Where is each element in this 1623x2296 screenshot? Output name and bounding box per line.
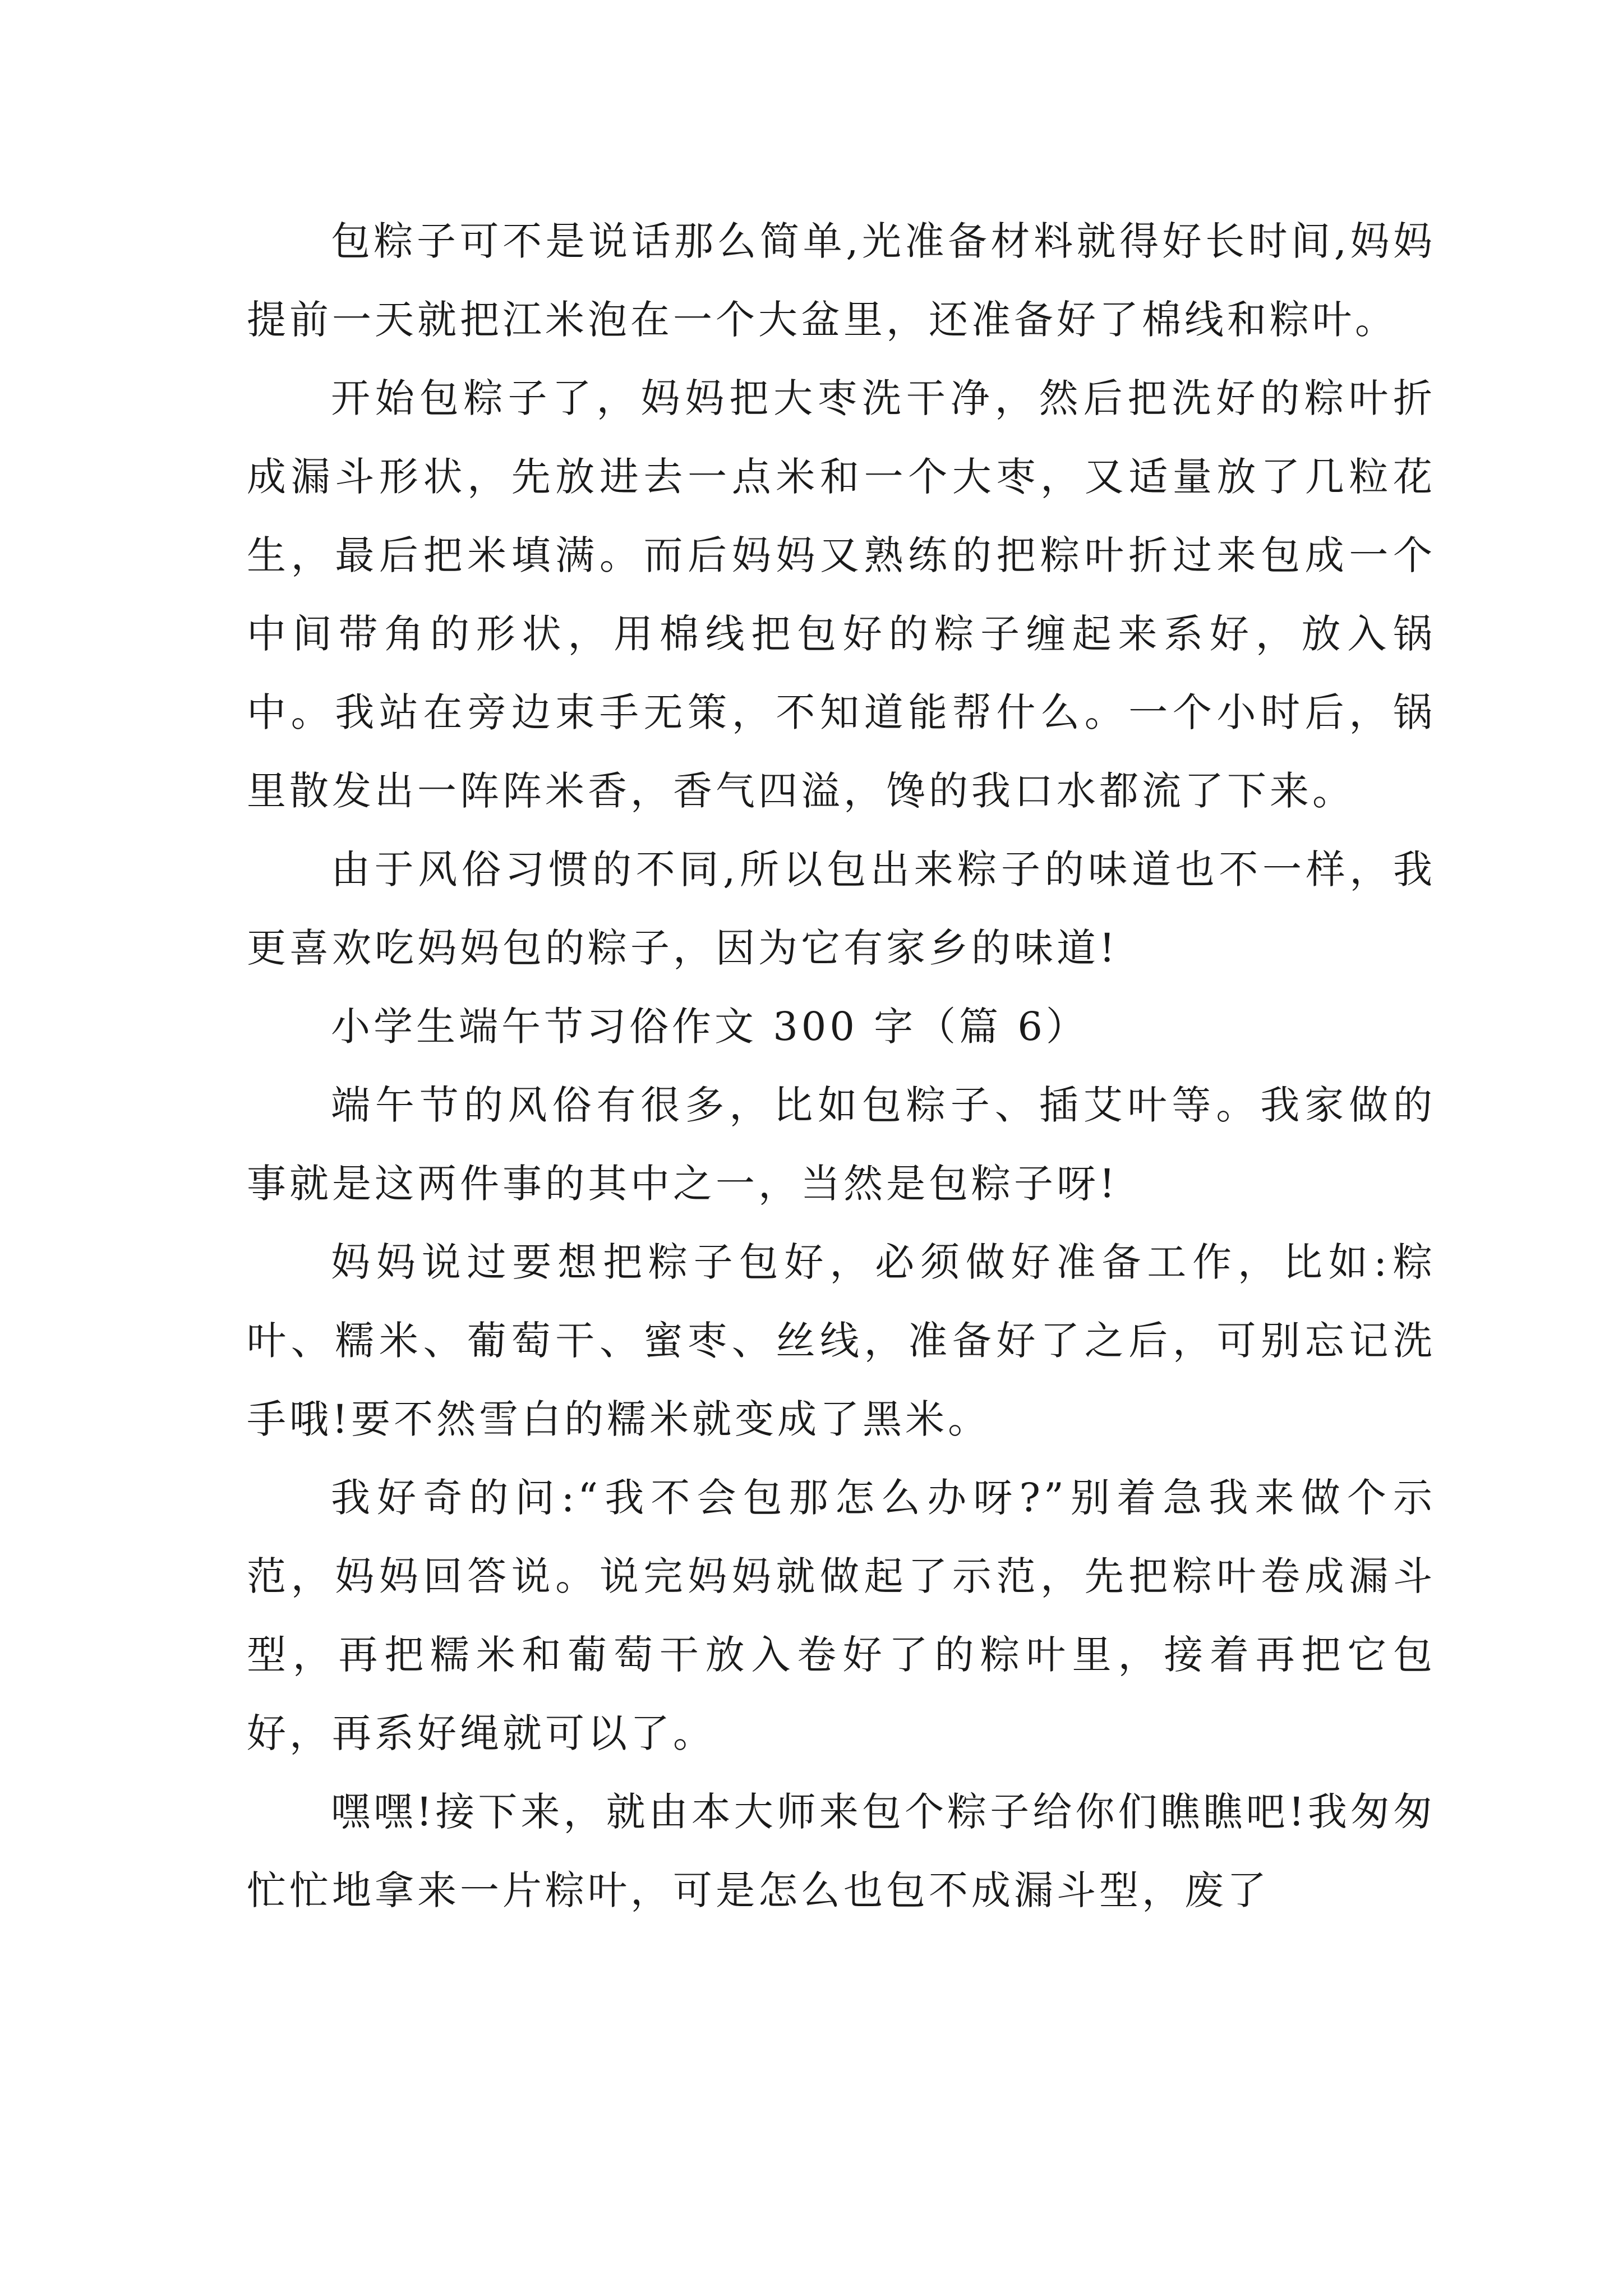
- paragraph-6: 我好奇的问:“我不会包那怎么办呀?”别着急我来做个示范，妈妈回答说。说完妈妈就做起了示范，先把粽叶卷成漏斗型，再把糯米和葡萄干放入卷好了的粽叶里，接着再把它包好，再系好绳就可以了。: [247, 1475, 1436, 1756]
- document-body: [247, 202, 1436, 1930]
- paragraph-3: 由于风俗习惯的不同,所以包出来粽子的味道也不一样，我更喜欢吃妈妈包的粽子，因为它有家乡的味道!: [247, 846, 1436, 971]
- paragraph-5: 妈妈说过要想把粽子包好，必须做好准备工作，比如:粽叶、糯米、葡萄干、蜜枣、丝线，准备好了之后，可别忘记洗手哦!要不然雪白的糯米就变成了黑米。: [247, 1239, 1436, 1442]
- section-heading: 小学生端午节习俗作文 300 字（篇 6）: [331, 1004, 1089, 1050]
- paragraph-7: 嘿嘿!接下来，就由本大师来包个粽子给你们瞧瞧吧!我匆匆忙忙地拿来一片粽叶，可是怎么也包不成漏斗型，废了: [247, 1789, 1436, 1913]
- paragraph-4: 端午节的风俗有很多，比如包粽子、插艾叶等。我家做的事就是这两件事的其中之一，当然是包粽子呀!: [247, 1082, 1436, 1207]
- paragraph-2: 开始包粽子了，妈妈把大枣洗干净，然后把洗好的粽叶折成漏斗形状，先放进去一点米和一个大枣，又适量放了几粒花生，最后把米填满。而后妈妈又熟练的把粽叶折过来包成一个中间带角的形状，用棉线把包好的粽子缠起来系好，放入锅中。我站在旁边束手无策，不知道能帮什么。一个小时后，锅里散发出一阵阵米香，香气四溢，馋的我口水都流了下来。: [247, 375, 1436, 814]
- paragraph-1: 包粽子可不是说话那么简单,光准备材料就得好长时间,妈妈提前一天就把江米泡在一个大盆里，还准备好了棉线和粽叶。: [247, 218, 1436, 343]
